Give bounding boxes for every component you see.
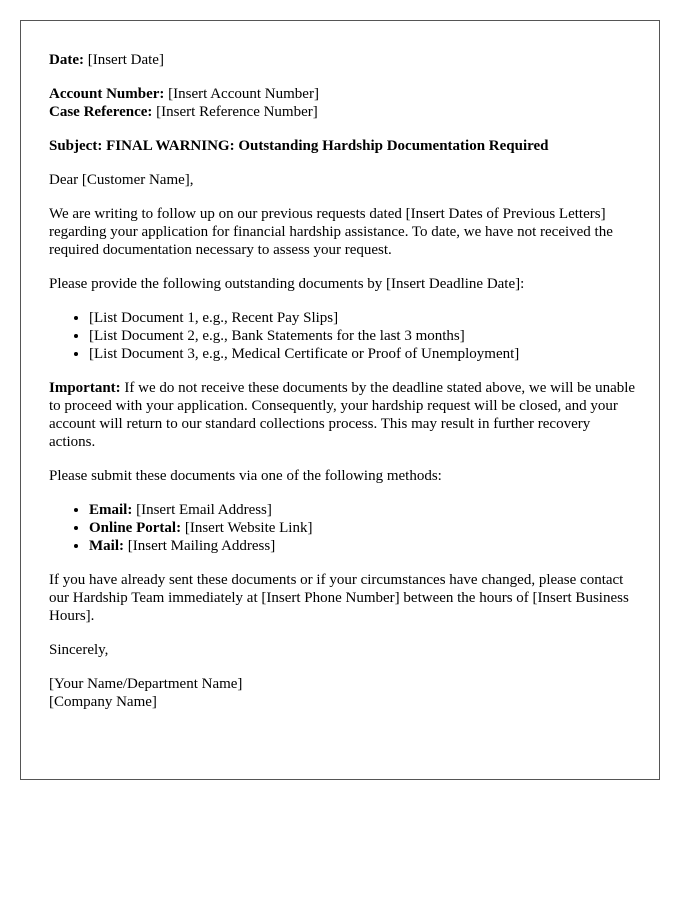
submission-method-list <box>49 501 639 555</box>
case-reference-line <box>49 103 639 121</box>
salutation: Dear [Customer Name], <box>49 172 194 188</box>
account-line <box>49 85 639 103</box>
list-item: • [List Document 1, e.g., Recent Pay Slips] <box>89 309 639 327</box>
contact-paragraph: If you have already sent these documents or if your circumstances have changed, please contact our Hardship Team immediately at [Insert Phone Number] between the hours of [Insert Business Hours]. <box>49 572 629 624</box>
signature-name: [Your Name/Department Name] <box>49 676 243 692</box>
document-list <box>49 309 639 363</box>
important-label: Important: <box>49 380 121 396</box>
method-label: Online Portal: <box>89 520 182 536</box>
method-value: [Insert Website Link] <box>181 520 313 536</box>
closing: Sincerely, <box>49 642 109 658</box>
reference-block <box>49 85 639 121</box>
case-reference-value: [Insert Reference Number] <box>156 104 318 120</box>
submit-intro: Please submit these documents via one of the following methods: <box>49 468 442 484</box>
subject-line <box>49 137 639 155</box>
letter <box>20 20 660 780</box>
date-line <box>49 51 639 69</box>
important-text: If we do not receive these documents by the deadline stated above, we will be unable to proceed with your application. Consequently, your hardship request will be closed, and your account will return to our standard collections process. This may result in further recovery actions. <box>49 380 636 450</box>
method-label: Mail: <box>89 538 124 554</box>
list-item: • [List Document 3, e.g., Medical Certificate or Proof of Unemployment] <box>89 345 639 363</box>
subject-text: Subject: FINAL WARNING: Outstanding Hardship Documentation Required <box>49 138 549 154</box>
method-value: [Insert Email Address] <box>132 502 272 518</box>
account-label: Account Number: <box>49 86 165 102</box>
list-item <box>89 519 639 537</box>
case-reference-label: Case Reference: <box>49 104 153 120</box>
list-item: • [List Document 2, e.g., Bank Statements for the last 3 months] <box>89 327 639 345</box>
important-paragraph <box>49 379 639 451</box>
signature-block <box>49 675 639 711</box>
date-value: [Insert Date] <box>87 52 164 68</box>
method-value: [Insert Mailing Address] <box>124 538 276 554</box>
date-label: Date: <box>49 52 84 68</box>
method-label: Email: <box>89 502 133 518</box>
request-paragraph: Please provide the following outstanding documents by [Insert Deadline Date]: <box>49 276 525 292</box>
list-item <box>89 501 639 519</box>
intro-paragraph: We are writing to follow up on our previous requests dated [Insert Dates of Previous Letters] regarding your application for financial hardship assistance. To date, we have not received the required documentation necessary to assess your request. <box>49 206 613 258</box>
account-value: [Insert Account Number] <box>168 86 319 102</box>
list-item <box>89 537 639 555</box>
signature-company: [Company Name] <box>49 694 157 710</box>
